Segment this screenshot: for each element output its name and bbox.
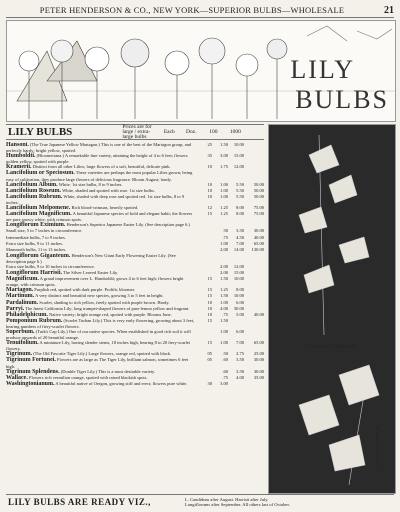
lily-entry-text bbox=[6, 153, 196, 164]
price-doz: 1.00 bbox=[220, 329, 228, 334]
price-doz: .75 bbox=[222, 311, 228, 317]
lily-entry-description: White, shaded with deep rose and spotted red. 1st size bulbs, 8 to 9 inches. bbox=[6, 193, 185, 205]
price-hundred: 3.50 bbox=[236, 228, 244, 234]
price-each: 10 bbox=[207, 164, 212, 170]
price-doz: 1.00 bbox=[220, 181, 228, 187]
price-hundred: 5.50 bbox=[236, 181, 244, 187]
lily-entry-name: Magnificum. bbox=[6, 276, 39, 283]
price-each bbox=[196, 329, 212, 340]
lily-entry-description: Scarlet, shading to rich yellow, freely spotted with purple brown. Hardy. bbox=[39, 299, 170, 305]
lily-entry-description: Distinct from all other Lilies; large flowers of a soft, beautiful, delicate pink. bbox=[32, 164, 171, 170]
lily-entry bbox=[6, 142, 264, 153]
lily-entry-name: Pomponium Rubrum. bbox=[6, 317, 63, 324]
lily-entry bbox=[6, 253, 264, 264]
price-hundred: 2.75 bbox=[236, 351, 244, 357]
price-doz bbox=[212, 253, 228, 264]
price-doz: 1.25 bbox=[220, 205, 228, 211]
price-thousand bbox=[244, 142, 264, 153]
lily-entry-text bbox=[6, 329, 196, 340]
lily-entry-name: Lancifolium Magnificum. bbox=[6, 211, 72, 218]
price-doz: 1.50 bbox=[220, 317, 228, 323]
price-each: 10 bbox=[207, 187, 212, 193]
price-doz bbox=[212, 170, 228, 181]
price-hundred: 15.00 bbox=[233, 270, 244, 276]
price-thousand: 25.00 bbox=[253, 351, 264, 357]
lily-banner-illustration bbox=[6, 20, 396, 122]
price-doz: 1.25 bbox=[220, 211, 228, 217]
lily-entry-description: (Double Tiger Lily.) This is a most desirable variety. bbox=[60, 368, 156, 374]
price-hundred bbox=[228, 318, 244, 329]
lily-entry-name: Lancifolium Rubrum. bbox=[6, 193, 63, 200]
price-thousand: 40.00 bbox=[253, 234, 264, 240]
lily-entry-name: Wallace. bbox=[6, 374, 28, 381]
lily-entry-name: Washingtonianum. bbox=[6, 380, 55, 387]
price-doz: 1.50 bbox=[220, 293, 228, 299]
price-thousand bbox=[244, 318, 264, 329]
price-hundred: 7.00 bbox=[236, 340, 244, 346]
lily-entry-description: (Turk's Cap Lily.) One of our native species. When established in good rich soil it will produce upwards of 20 beautiful orange. bbox=[6, 329, 191, 341]
price-doz: .50 bbox=[222, 351, 228, 357]
lily-entry bbox=[6, 381, 264, 387]
price-hundred: 30.00 bbox=[233, 305, 244, 311]
price-each: 15 bbox=[207, 287, 212, 293]
price-hundred: 8.00 bbox=[236, 211, 244, 217]
footer-note-1: L. Candidum after August. Harrisii after July. bbox=[184, 496, 269, 502]
lily-price-list bbox=[6, 142, 264, 492]
lily-entry-text bbox=[6, 318, 196, 329]
lily-entry bbox=[6, 357, 264, 368]
price-doz: 1.50 bbox=[220, 276, 228, 282]
col-100: 100 bbox=[209, 129, 218, 135]
col-doz: Doz. bbox=[186, 129, 197, 135]
price-hundred: 12.00 bbox=[233, 263, 244, 269]
lily-entry-text bbox=[6, 142, 196, 153]
price-doz: 2.00 bbox=[220, 270, 228, 276]
price-table-header bbox=[6, 124, 264, 140]
lily-entry-name: Martinum. bbox=[6, 293, 35, 300]
price-thousand: 30.00 bbox=[253, 368, 264, 374]
lily-entry-text bbox=[6, 276, 196, 287]
lily-entry-name: Tigrinum. bbox=[6, 351, 33, 358]
price-hundred: 5.50 bbox=[236, 193, 244, 199]
price-each: 10 bbox=[207, 311, 212, 317]
price-thousand bbox=[244, 153, 264, 164]
lily-entry-name: Parryi. bbox=[6, 305, 25, 312]
lily-entry-name: Superbum. bbox=[6, 329, 35, 335]
lily-entry-name: Lancifolium Melpomene. bbox=[6, 205, 71, 212]
price-doz: 2.00 bbox=[220, 263, 228, 269]
price-each: 15 bbox=[207, 317, 212, 323]
price-hundred: 10.00 bbox=[233, 293, 244, 299]
price-each: 35 bbox=[207, 153, 212, 159]
price-thousand: 30.00 bbox=[253, 228, 264, 234]
lily-entry-name: Longiflorum Giganteum. bbox=[6, 252, 71, 259]
lily-entry-description: A grand improvement over L. Humboldti; grows 4 to 6 feet high; flowers bright orange, with crimson spots. bbox=[6, 276, 184, 288]
lily-entry-description: Rich blood-crimson, heavily spotted. bbox=[71, 205, 139, 211]
price-hundred: 6.00 bbox=[236, 329, 244, 334]
lily-entry-text bbox=[6, 170, 196, 181]
price-hundred: 6.00 bbox=[236, 299, 244, 305]
price-hundred: 12.00 bbox=[233, 164, 244, 170]
lily-entry-text bbox=[6, 194, 196, 205]
lily-entry-description: Flowers are as large as The Tiger Lily, brilliant salmon, sometimes 6 feet high. bbox=[6, 357, 189, 369]
price-doz: 4.00 bbox=[220, 305, 228, 311]
price-each: 10 bbox=[207, 299, 212, 305]
lily-entry-name: Hansoni. bbox=[6, 142, 29, 148]
lily-entry-description: A very distinct and beautiful new species, growing 3 to 5 feet in height. bbox=[35, 293, 164, 299]
price-thousand: 35.00 bbox=[253, 374, 264, 380]
lily-entry-description: A miniature Lily, having slender stems, 18 inches high, bearing 8 to 20 fiery-scarlet flowers. bbox=[6, 340, 190, 352]
price-each bbox=[196, 253, 212, 264]
price-hundred bbox=[228, 170, 244, 181]
lily-entry-name: Tigrinum Splendens. bbox=[6, 368, 60, 375]
page-footer bbox=[6, 494, 394, 509]
price-thousand: 75.00 bbox=[253, 205, 264, 211]
lily-entry-text bbox=[6, 381, 196, 387]
price-hundred bbox=[228, 381, 244, 387]
price-hundred: 3.50 bbox=[236, 368, 244, 374]
lily-entry-text bbox=[6, 211, 196, 222]
price-each: 15 bbox=[207, 340, 212, 346]
lily-entry-name: Longiflorum Eximium. bbox=[6, 222, 66, 229]
price-doz: 1.25 bbox=[220, 287, 228, 293]
price-thousand: 65.00 bbox=[253, 240, 264, 246]
price-thousand: 50.00 bbox=[253, 193, 264, 199]
lily-entry-description: Henderson's Superior Japanese Easter Lily. (See description page 6.) bbox=[66, 222, 190, 228]
price-thousand: 65.00 bbox=[253, 340, 264, 346]
col-each: Each bbox=[163, 129, 175, 135]
banner-title-bulbs: BULBS bbox=[295, 85, 389, 114]
lily-entry-description: These varieties are perhaps the most popular Lilies grown; being easy of cultivation, they produce large flowers of delicious fragrance. Bloom August; hardy. bbox=[6, 170, 193, 182]
lily-entry bbox=[6, 153, 264, 164]
price-doz: 1.00 bbox=[220, 187, 228, 193]
lily-entry-name: Tenuifolium. bbox=[6, 340, 39, 347]
lily-entry-name: Tigrinum Fortunei. bbox=[6, 357, 56, 364]
lily-entry-description: Purplish red, spotted with dark purple. Prolific bloomer. bbox=[34, 287, 136, 293]
lily-entry bbox=[6, 211, 264, 222]
page-number: 21 bbox=[384, 4, 394, 16]
lily-entry-description: A beautiful native of Oregon, growing stiff and erect; flowers pure white. bbox=[55, 380, 188, 386]
banner-title-lily: LILY bbox=[290, 55, 355, 84]
price-hundred: 7.00 bbox=[236, 240, 244, 246]
price-each: 25 bbox=[207, 142, 212, 147]
price-each: 10 bbox=[207, 305, 212, 311]
price-hundred: 10.00 bbox=[233, 276, 244, 282]
price-thousand bbox=[244, 170, 264, 181]
page-header-title: PETER HENDERSON & CO., NEW YORK—SUPERIOR BULBS—WHOLESALE bbox=[39, 5, 345, 15]
page-header bbox=[6, 3, 394, 18]
price-hundred: 5.50 bbox=[236, 187, 244, 193]
price-doz: 1.00 bbox=[220, 240, 228, 246]
lily-entry bbox=[6, 318, 264, 329]
price-each: 05 bbox=[207, 351, 212, 357]
price-thousand: 130.00 bbox=[251, 246, 264, 252]
lily-entry-name: Lancifolium or Speciosum. bbox=[6, 170, 75, 177]
caption-lilium-auratum: LILIUM AURATUM. bbox=[375, 425, 380, 465]
lily-entry-description: (Bloomeriana.) A remarkable fine variety, attaining the height of 4 to 6 feet; flowers golden yellow, spotted with purple. bbox=[6, 153, 188, 165]
price-doz: 50 bbox=[223, 228, 228, 234]
lily-entry-name: Humboldti. bbox=[6, 153, 36, 160]
lily-entry-description: White. 1st size bulbs, 8 to 9 inches. bbox=[58, 181, 123, 187]
lily-entry-description: Henderson's New Giant Early Flowering Easter Lily. (See description page 6.) bbox=[6, 252, 176, 264]
price-hundred: 4.50 bbox=[236, 234, 244, 240]
lily-entry-name: Pardalinum. bbox=[6, 299, 39, 306]
lily-entry-name: Martagon. bbox=[6, 287, 34, 294]
lily-entry-name: Lancifolium Album. bbox=[6, 181, 58, 188]
lily-entry-description: (Scarlet Turban Lily.) This is very early flowering, growing about 3 feet, bearing numbers of fiery-scarlet flowers. bbox=[6, 317, 195, 329]
lily-entry-description: Small size, 5 to 7 inches in circumference. bbox=[6, 228, 83, 234]
lily-entry-text bbox=[6, 340, 196, 351]
price-each: 05 bbox=[207, 357, 212, 363]
price-hundred: 10.00 bbox=[233, 142, 244, 147]
caption-lilium-candidum: LILIUM CANDIDUM. bbox=[306, 345, 359, 350]
lily-entry-description: Extra size bulbs, 9 to 11 inches. bbox=[6, 240, 64, 246]
price-thousand: 40.00 bbox=[253, 311, 264, 317]
lily-entry bbox=[6, 194, 264, 205]
lily-entry-description: Intermediate bulbs, 7 to 9 inches. bbox=[6, 234, 66, 240]
lily-entry bbox=[6, 329, 264, 340]
price-hundred: 3.50 bbox=[236, 357, 244, 363]
price-doz: 1.75 bbox=[220, 164, 228, 170]
price-thousand bbox=[244, 381, 264, 387]
price-hundred: 5.00 bbox=[236, 311, 244, 317]
lily-entry-name: Lancifolium Roseum. bbox=[6, 187, 62, 194]
price-doz: 1.00 bbox=[220, 299, 228, 305]
lily-entry-description: (The Old Favorite Tiger Lily.) Large flowers, orange red, spotted with black. bbox=[33, 351, 172, 357]
lily-entry-description: Extra size bulbs, 9 to 10 inches in circumference. bbox=[6, 263, 95, 269]
price-thousand bbox=[244, 276, 264, 287]
price-doz: 2.00 bbox=[220, 246, 228, 252]
lily-entry-description: Flowers rich vermilion orange, spotted with raised blackish spots. bbox=[28, 374, 148, 380]
price-doz: .60 bbox=[222, 357, 228, 363]
price-each: 30 bbox=[207, 380, 212, 386]
lily-entry bbox=[6, 340, 264, 351]
lily-entry-text bbox=[6, 357, 196, 368]
price-each: 15 bbox=[207, 276, 212, 282]
price-hundred: 14.00 bbox=[233, 246, 244, 252]
price-hundred bbox=[228, 253, 244, 264]
lily-entry bbox=[6, 276, 264, 287]
price-hundred: 8.00 bbox=[236, 287, 244, 293]
price-each: 15 bbox=[207, 293, 212, 299]
lily-entry-description: White, shaded and spotted with rose. 1st size bulbs. bbox=[62, 187, 155, 193]
footer-notes bbox=[185, 497, 290, 507]
prices-note: Prices are for large / extra-large bulbs bbox=[122, 123, 152, 140]
price-doz: 1.00 bbox=[220, 193, 228, 199]
lily-entry-name: Longiflorum Harrisii. bbox=[6, 270, 62, 277]
price-each: 12 bbox=[207, 205, 212, 211]
price-hundred: 15.00 bbox=[233, 153, 244, 159]
price-each: 10 bbox=[207, 193, 212, 199]
lily-entry-description: (The True Japanese Yellow Martagon.) This is one of the best of the Martagon group, and perfectly hardy; bright yellow, spotted. bbox=[6, 142, 192, 154]
price-each: 15 bbox=[207, 211, 212, 217]
price-doz: 3.00 bbox=[220, 380, 228, 386]
price-thousand: 75.00 bbox=[253, 211, 264, 217]
price-thousand bbox=[244, 329, 264, 340]
price-doz: .60 bbox=[222, 368, 228, 374]
lily-entry-text bbox=[6, 253, 196, 264]
price-doz: .75 bbox=[222, 234, 228, 240]
price-thousand: 30.00 bbox=[253, 357, 264, 363]
price-each: 10 bbox=[207, 181, 212, 187]
price-doz: 3.00 bbox=[220, 153, 228, 159]
lily-entry bbox=[6, 170, 264, 181]
price-thousand bbox=[244, 253, 264, 264]
price-thousand: 50.00 bbox=[253, 181, 264, 187]
price-doz: 1.50 bbox=[220, 142, 228, 147]
price-hundred: 4.00 bbox=[236, 374, 244, 380]
price-doz: .75 bbox=[222, 374, 228, 380]
lily-entry-name: Philadelphicum. bbox=[6, 311, 48, 318]
footer-note-2: Longiflorums after September. All others last of October. bbox=[184, 502, 290, 507]
col-1000: 1000 bbox=[229, 129, 241, 135]
lily-entry-description: A beautiful Japanese species of bold and elegant habit; the flowers are pure snowy white, with crimson spots. bbox=[6, 211, 193, 223]
price-hundred: 8.00 bbox=[236, 205, 244, 211]
footer-ready-label: LILY BULBS ARE READY VIZ., bbox=[8, 497, 151, 507]
lily-entry-description: The Silver Leaved Easter Lily. bbox=[63, 270, 119, 276]
section-title: LILY BULBS bbox=[8, 126, 73, 138]
lily-entry-description: Native variety; bright orange red, spotted with purple. Blooms June. bbox=[48, 311, 172, 317]
price-doz: 1.00 bbox=[220, 340, 228, 346]
price-thousand: 50.00 bbox=[253, 187, 264, 193]
price-each bbox=[196, 170, 212, 181]
lily-entry-description: Mammoth bulbs, 11 to 13 inches. bbox=[6, 246, 67, 252]
lily-entry-description: The finest California Lily; long trumpet-shaped flowers of pure lemon yellow and fragrant. bbox=[25, 305, 190, 311]
lily-entry-name: Kramerii. bbox=[6, 164, 32, 171]
